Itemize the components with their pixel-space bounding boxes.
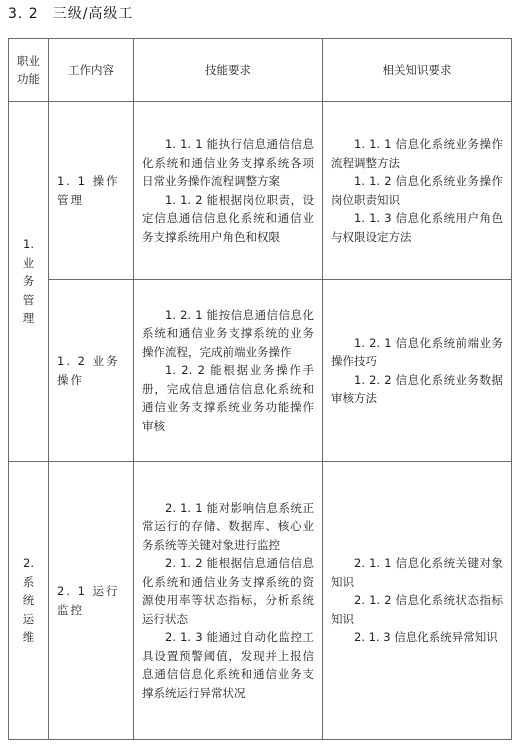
func-number: 2. [23, 556, 34, 571]
content-cell: 1. 1 操作管理 [49, 102, 134, 280]
knowledge-item: 2. 1. 2 信息化系统状态指标知识 [331, 593, 503, 626]
skill-item: 2. 1. 2 能根据信息通信信息化系统和通信业务支撑系统的资源使用率等状态指标，分析系统运行状态 [142, 556, 314, 626]
table-row [9, 102, 512, 280]
knowledge-item: 2. 1. 1 信息化系统关键对象知识 [331, 556, 503, 589]
knowledge-item: 1. 1. 3 信息化系统用户角色与权限设定方法 [331, 211, 503, 244]
skills-cell [134, 462, 323, 740]
section-title: 三级/高级工 [52, 6, 134, 22]
skill-item: 2. 1. 3 能通过自动化监控工具设置预警阈值，发现并上报信息通信信息化系统和通信业务支撑系统运行异常状况 [142, 630, 314, 700]
knowledge-item: 2. 1. 3 信息化系统异常知识 [354, 630, 498, 645]
func-cell-business [9, 102, 49, 462]
knowledge-cell [323, 102, 512, 280]
knowledge-cell [323, 462, 512, 740]
knowledge-item: 1. 2. 1 信息化系统前端业务操作技巧 [331, 335, 503, 368]
skill-item: 1. 1. 1 能执行信息通信信息化系统和通信业务支撑系统各项日常业务操作流程调整方案 [142, 137, 314, 188]
section-number: 3. 2 [8, 6, 39, 22]
header-func: 职业功能 [9, 39, 49, 102]
func-name: 系统运维 [22, 574, 35, 645]
skills-cell [134, 102, 323, 280]
skills-table [8, 38, 512, 740]
skill-item: 1. 1. 2 能根据岗位职责，设定信息通信信息化系统和通信业务支撑系统用户角色和权限 [142, 192, 314, 244]
skill-item: 1. 2. 2 能根据业务操作手册，完成信息通信信息化系统和通信业务支撑系统业务功能操作审核 [142, 363, 314, 433]
func-name: 业务管理 [22, 255, 35, 326]
knowledge-cell [323, 280, 512, 462]
table-row [9, 280, 512, 462]
func-number: 1. [23, 237, 34, 252]
knowledge-item: 1. 1. 1 信息化系统业务操作流程调整方法 [331, 137, 503, 170]
skill-item: 1. 2. 1 能按信息通信信息化系统和通信业务支撑系统的业务操作流程，完成前端业务操作 [142, 307, 314, 359]
func-cell-ops [9, 462, 49, 740]
header-content: 工作内容 [49, 39, 134, 102]
knowledge-item: 1. 2. 2 信息化系统业务数据审核方法 [331, 372, 503, 405]
table-row [9, 462, 512, 740]
header-skills: 技能要求 [134, 39, 323, 102]
header-knowledge: 相关知识要求 [323, 39, 512, 102]
table-header-row [9, 39, 512, 102]
skill-item: 2. 1. 1 能对影响信息系统正常运行的存储、数据库、核心业务系统等关键对象进行监控 [142, 500, 314, 552]
content-cell: 2. 1 运行监控 [49, 462, 134, 740]
knowledge-item: 1. 1. 2 信息化系统业务操作岗位职责知识 [331, 174, 503, 207]
skills-cell [134, 280, 323, 462]
content-cell: 1. 2 业务操作 [49, 280, 134, 462]
section-heading [8, 3, 147, 23]
